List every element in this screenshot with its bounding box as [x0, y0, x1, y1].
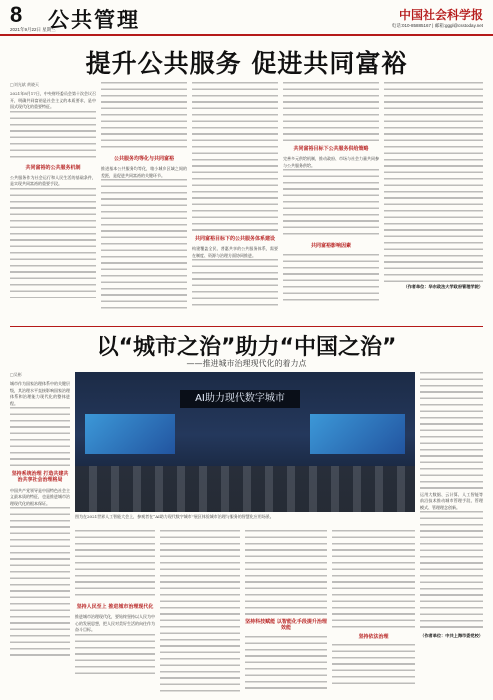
- news-photo: [75, 372, 415, 512]
- top-story-subhead: 共同富裕影响因素: [310, 243, 351, 250]
- body-text-block: [160, 530, 240, 692]
- second-story-paragraph: 中国共产党领导是中国特色社会主义最本质的特征，也是推进城市治理现代化的根本保证。: [10, 487, 70, 506]
- body-text-block: [10, 507, 70, 657]
- body-text-block: [10, 188, 96, 298]
- body-text-block: [245, 530, 327, 615]
- second-story-subhead: 坚持科技赋能 以智能化手段提升治理效能: [245, 619, 327, 632]
- top-story-headline: 提升公共服务 促进共同富裕: [85, 49, 408, 78]
- top-story-byline: □刘光斌 黄晓天: [10, 82, 40, 87]
- second-story-paragraph: 运用大数据、云计算、人工智能等前沿技术推动城市管理手段、管理模式、管理理念创新。: [420, 492, 483, 510]
- body-text-block: [283, 169, 379, 239]
- section-divider: [10, 326, 483, 327]
- top-story-subhead: 共同富裕的公共服务机制: [25, 164, 81, 171]
- top-story-subhead: 共同富裕目标下的公共服务体系建设: [194, 236, 275, 242]
- body-text-block: [332, 644, 415, 684]
- second-story-paragraph: 推进城市治理现代化，要始终坚持以人民为中心的发展思想，把人民对美好生活的向往作为奋斗目标。: [75, 614, 155, 633]
- top-story-column-5: [384, 82, 483, 322]
- date-line: 2021年9月22日 星期三: [10, 27, 56, 32]
- body-text-block: [10, 111, 96, 161]
- second-story-subhead: 坚持人民至上 推进城市治理现代化: [76, 604, 154, 610]
- second-story-author-note: （作者单位：中共上海市委党校）: [420, 633, 483, 639]
- second-story-subhead: 坚持依法治理: [358, 634, 389, 640]
- body-text-block: [245, 636, 327, 691]
- second-story-headline: 以“城市之治”助力“中国之治”: [96, 335, 397, 360]
- second-story-column-1: [10, 372, 70, 692]
- body-text-block: [192, 82, 278, 232]
- second-story-column-2: [75, 530, 155, 692]
- second-story-column-6: [420, 372, 483, 692]
- top-story-column-4: [283, 82, 379, 322]
- body-text-block: [192, 259, 278, 309]
- body-text-block: [101, 82, 187, 152]
- body-text-block: [283, 254, 379, 304]
- body-text-block: [75, 530, 155, 600]
- section-title: 公共管理: [48, 8, 140, 32]
- second-story-column-5: [332, 530, 415, 692]
- top-story-subhead: 公共服务均等化与共同富裕: [113, 156, 174, 162]
- top-story-author-note: （作者单位：华东政法大学政府管理学院）: [403, 284, 483, 289]
- top-story-column-1: [10, 82, 96, 322]
- photo-caption: 图为在2021世界人工智能大会上，参观者在“AI助力现代数字城市”展区体验城市治理与服务的智慧化应用场景。: [75, 514, 274, 519]
- body-text-block: [10, 407, 70, 467]
- body-text-block: [332, 530, 415, 630]
- page-number: 8: [10, 2, 23, 27]
- second-story-paragraph: 城市作为国家治理体系中的关键层级，其治理水平直接影响国家治理体系和治理能力现代化的整体进程。: [10, 381, 70, 406]
- top-story-subhead: 共同富裕目标下公共服务供给策略: [293, 146, 369, 152]
- body-text-block: [420, 511, 483, 631]
- top-story-column-3: [192, 82, 278, 322]
- masthead: [0, 0, 493, 36]
- newspaper-contact: 电话:010-85885167 | 邮箱:gggl@csstoday.net: [391, 23, 483, 28]
- top-story-paragraph: 推进基本公共服务均等化，缩小城乡区域之间的差距，是促进共同富裕的关键环节。: [101, 166, 187, 178]
- display-screen: [310, 414, 405, 454]
- photo-banner: AI助力现代数字城市: [180, 390, 300, 408]
- body-text-block: [75, 634, 155, 674]
- top-story-column-2: [101, 82, 187, 322]
- second-story-byline: □吴彬: [10, 372, 22, 377]
- top-story-paragraph: 完善多元供给机制，推动政府、市场与社会力量共同参与公共服务供给。: [283, 156, 379, 168]
- second-story-subtitle: ——推进城市治理现代化的着力点: [186, 359, 307, 368]
- top-story-paragraph: 2021年8月17日，中央财经委员会第十次会议召开，明确共同富裕是社会主义的本质要求，是中国式现代化的重要特征。: [10, 91, 96, 110]
- display-screen: [85, 414, 175, 454]
- second-story-column-4: [245, 530, 327, 692]
- second-story-column-3: [160, 530, 240, 692]
- top-story-paragraph: 公共服务作为社会运行和人民生活的基础条件，是实现共同富裕的重要手段。: [10, 175, 96, 187]
- photo-visitors: [75, 466, 415, 512]
- body-text-block: [101, 179, 187, 309]
- body-text-block: [420, 372, 483, 492]
- newspaper-name: 中国社会科学报: [398, 8, 483, 22]
- top-story-paragraph: 构建覆盖全民、普惠共享的公共服务体系，需要在制度、资源与治理方面协同推进。: [192, 246, 278, 258]
- body-text-block: [283, 82, 379, 142]
- body-text-block: [384, 82, 483, 282]
- second-story-subhead: 坚持系统治理 打造共建共治共享社会治理格局: [11, 471, 69, 484]
